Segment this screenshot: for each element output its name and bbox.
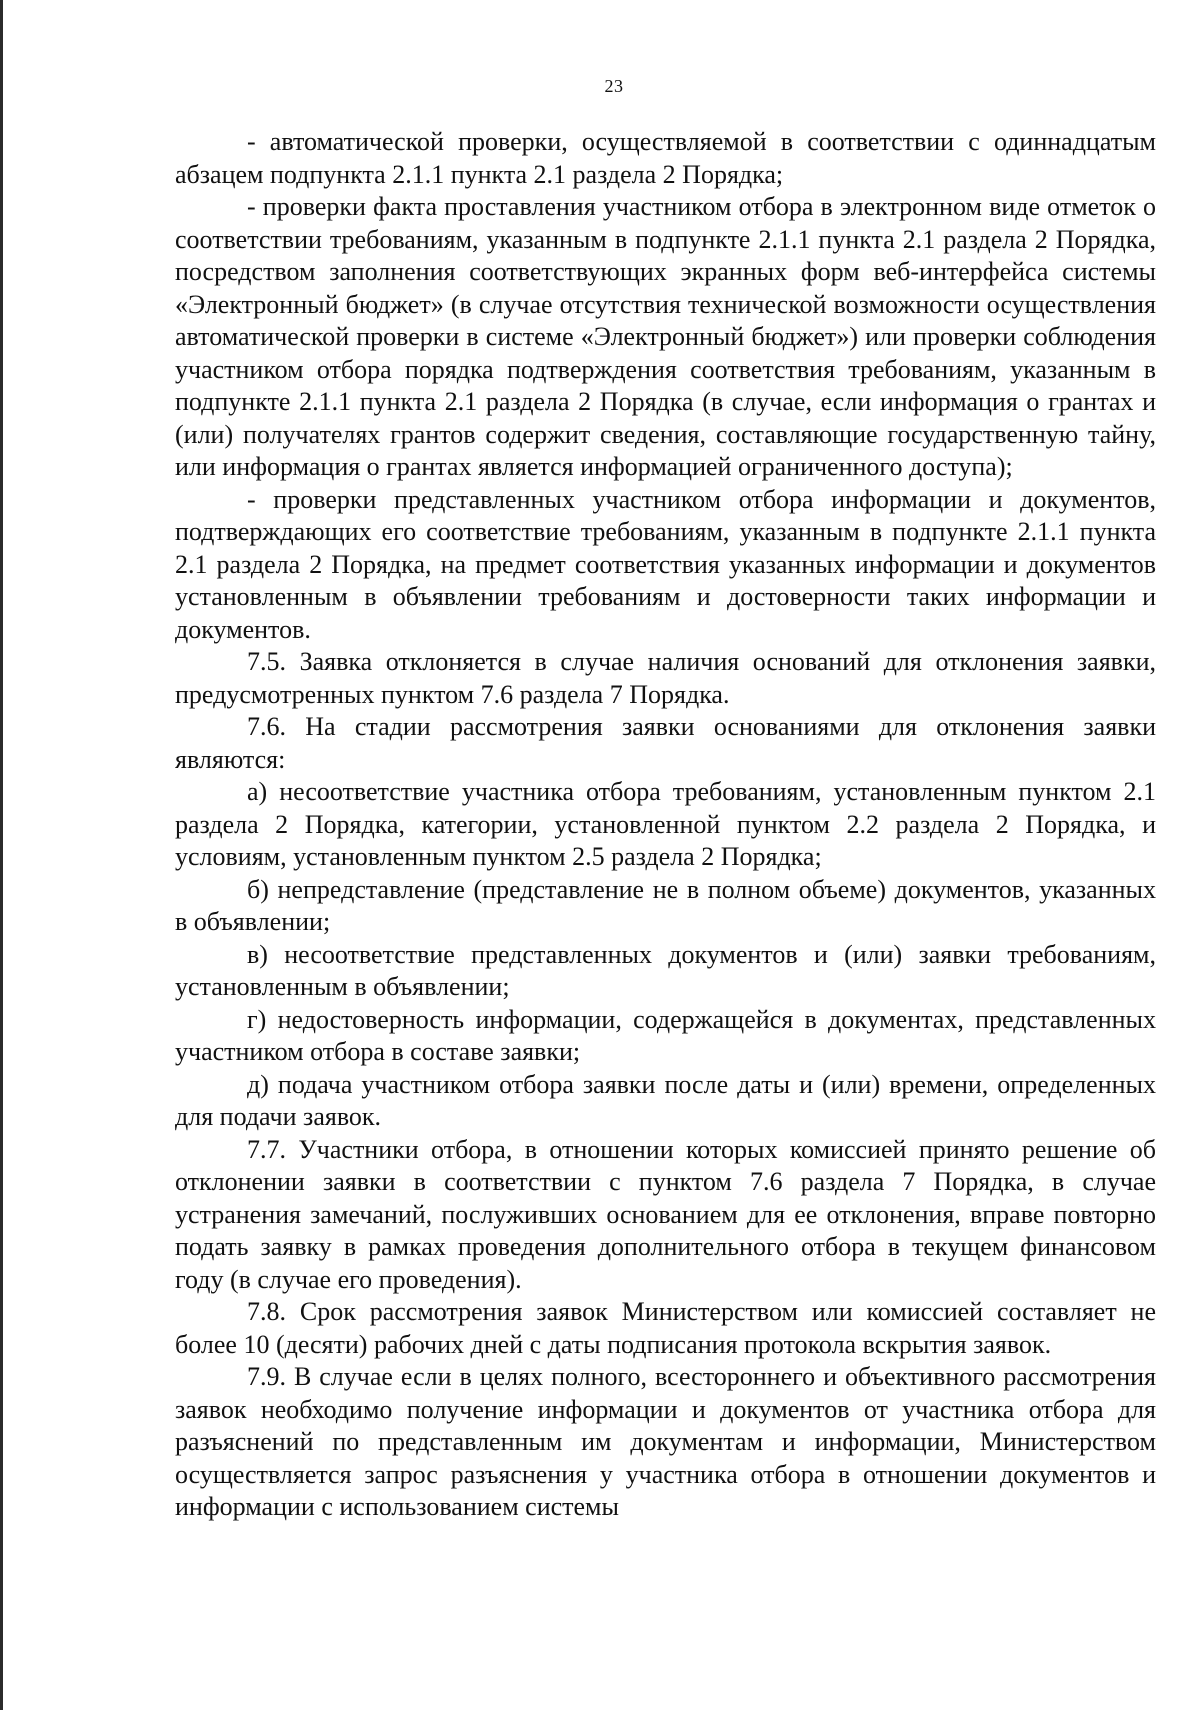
paragraph-7-6: 7.6. На стадии рассмотрения заявки основаниями для отклонения заявки являются:	[175, 712, 1156, 774]
paragraph-7-7: 7.7. Участники отбора, в отношении которых комиссией принято решение об отклонении заявки в соответствии с пунктом 7.6 раздела 7 Порядка, в случае устранения замечаний, послуживших основанием для ее отклонения, вправе повторно подать заявку в рамках проведения дополнительного отбора в текущем финансовом году (в случае его проведения).	[175, 1134, 1156, 1294]
paragraph-7-6-d: д) подача участником отбора заявки после даты и (или) времени, определенных для подачи заявок.	[175, 1069, 1156, 1131]
paragraph-7-6-v: в) несоответствие представленных документов и (или) заявки требованиям, установленным в объявлении;	[175, 939, 1156, 1001]
paragraph-7-5: 7.5. Заявка отклоняется в случае наличия оснований для отклонения заявки, предусмотренных пунктом 7.6 раздела 7 Порядка.	[175, 647, 1156, 709]
paragraph-7-9: 7.9. В случае если в целях полного, всестороннего и объективного рассмотрения заявок необходимо получение информации и документов от участника отбора для разъяснений по представленным им документам и информации, Министерством осуществляется запрос разъяснения у участника отбора в отношении документов и информации с использованием системы	[175, 1362, 1156, 1521]
paragraph-7-6-a: а) несоответствие участника отбора требованиям, установленным пунктом 2.1 раздела 2 Порядка, категории, установленной пунктом 2.2 раздела 2 Порядка, и условиям, установленным пунктом 2.5 раздела 2 Порядка;	[175, 777, 1156, 871]
paragraph-documents-check: - проверки представленных участником отбора информации и документов, подтверждающих его соответствие требованиям, указанным в подпункте 2.1.1 пункта 2.1 раздела 2 Порядка, на предмет соответствия указанных информации и документов установленным в объявлении требованиям и достоверности таких информации и документов.	[175, 484, 1156, 644]
paragraph-7-8: 7.8. Срок рассмотрения заявок Министерством или комиссией составляет не более 10 (десяти) рабочих дней с даты подписания протокола вскрытия заявок.	[175, 1297, 1156, 1359]
paragraph-auto-check: - автоматической проверки, осуществляемой в соответствии с одиннадцатым абзацем подпункта 2.1.1 пункта 2.1 раздела 2 Порядка;	[175, 127, 1156, 189]
scan-edge	[0, 0, 3, 1710]
paragraph-7-6-g: г) недостоверность информации, содержащейся в документах, представленных участником отбора в составе заявки;	[175, 1004, 1156, 1066]
document-body	[175, 126, 1156, 1524]
page-number: 23	[604, 76, 624, 96]
paragraph-electronic-marks-check: - проверки факта проставления участником отбора в электронном виде отметок о соответствии требованиям, указанным в подпункте 2.1.1 пункта 2.1 раздела 2 Порядка, посредством заполнения соответствующих экранных форм веб-интерфейса системы «Электронный бюджет» (в случае отсутствия технической возможности осуществления автоматической проверки в системе «Электронный бюджет») или проверки соблюдения участником отбора порядка подтверждения соответствия требованиям, указанным в подпункте 2.1.1 пункта 2.1 раздела 2 Порядка (в случае, если информация о грантах и (или) получателях грантов содержит сведения, составляющие государственную тайну, или информация о грантах является информацией ограниченного доступа);	[175, 192, 1156, 481]
paragraph-7-6-b: б) непредставление (представление не в полном объеме) документов, указанных в объявлении;	[175, 874, 1156, 936]
